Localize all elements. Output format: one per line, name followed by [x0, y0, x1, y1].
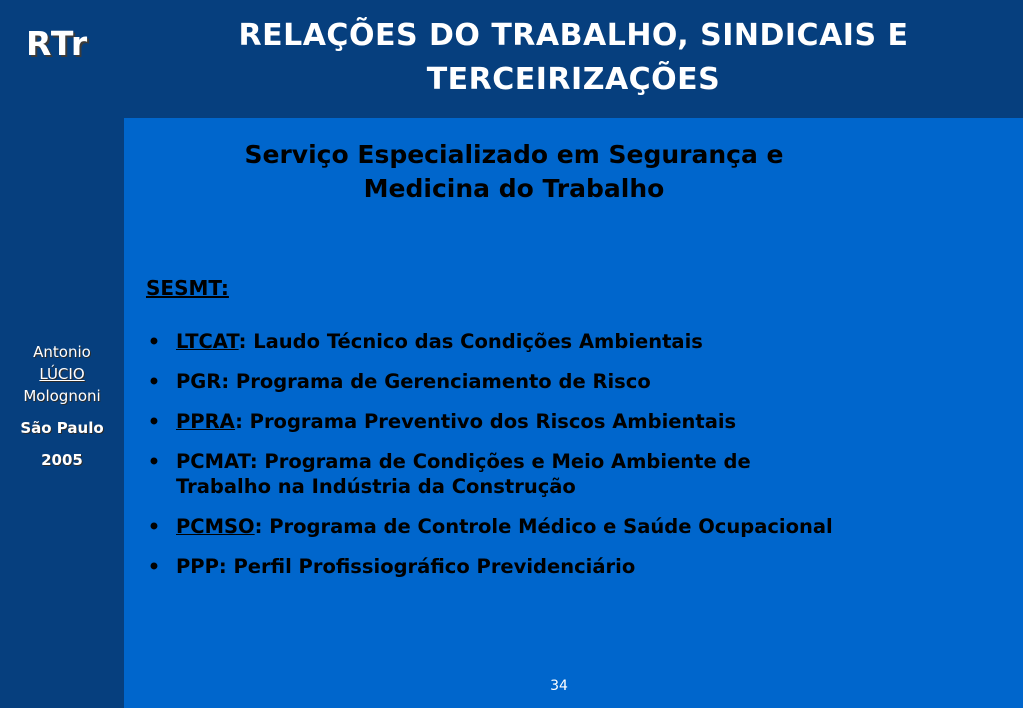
list-item	[144, 369, 1004, 394]
item-abbreviation: PPP	[176, 555, 219, 578]
item-abbreviation: PPRA	[176, 410, 236, 433]
list-item	[144, 449, 1004, 499]
item-description-continued: Trabalho na Indústria da Construção	[176, 475, 576, 498]
header-title	[124, 14, 1023, 102]
bullet-icon: •	[147, 330, 161, 353]
list-item	[144, 514, 1004, 539]
header	[124, 0, 1023, 118]
section-label: SESMT:	[146, 276, 229, 300]
author-last-name: Molognoni	[23, 387, 101, 405]
header-title-line2: TERCEIRIZAÇÕES	[426, 62, 721, 97]
author-city: São Paulo	[20, 419, 104, 437]
author-year: 2005	[41, 451, 83, 469]
author-first-name: Antonio	[33, 343, 91, 361]
header-title-line1: RELAÇÕES DO TRABALHO, SINDICAIS E	[238, 18, 909, 53]
item-description: : Programa de Condições e Meio Ambiente de	[249, 450, 751, 473]
slide-title	[124, 138, 904, 206]
slide-title-line1: Serviço Especializado em Segurança e	[244, 140, 784, 169]
item-description: : Programa de Controle Médico e Saúde Ocupacional	[254, 515, 833, 538]
bullet-icon: •	[147, 450, 161, 473]
bullet-icon: •	[147, 370, 161, 393]
bullet-list	[144, 329, 1004, 594]
item-abbreviation: PGR	[176, 370, 222, 393]
item-abbreviation: PCMAT	[176, 450, 250, 473]
page-number: 34	[550, 678, 568, 694]
bullet-icon: •	[147, 555, 161, 578]
bullet-icon: •	[147, 515, 161, 538]
rtr-logo: RTr	[26, 24, 89, 63]
item-description: : Programa Preventivo dos Riscos Ambientais	[235, 410, 737, 433]
author-middle-name: LÚCIO	[39, 365, 85, 383]
item-abbreviation: LTCAT	[176, 330, 239, 353]
list-item	[144, 554, 1004, 579]
list-item	[144, 329, 1004, 354]
sidebar	[0, 0, 124, 708]
slide-content	[124, 118, 1023, 708]
slide-title-line2: Medicina do Trabalho	[363, 174, 665, 203]
item-description: : Programa de Gerenciamento de Risco	[221, 370, 651, 393]
author-block	[0, 341, 124, 471]
item-abbreviation: PCMSO	[176, 515, 255, 538]
item-description: : Laudo Técnico das Condições Ambientais	[238, 330, 703, 353]
bullet-icon: •	[147, 410, 161, 433]
item-description: : Perfil Profissiográfico Previdenciário	[218, 555, 636, 578]
list-item	[144, 409, 1004, 434]
